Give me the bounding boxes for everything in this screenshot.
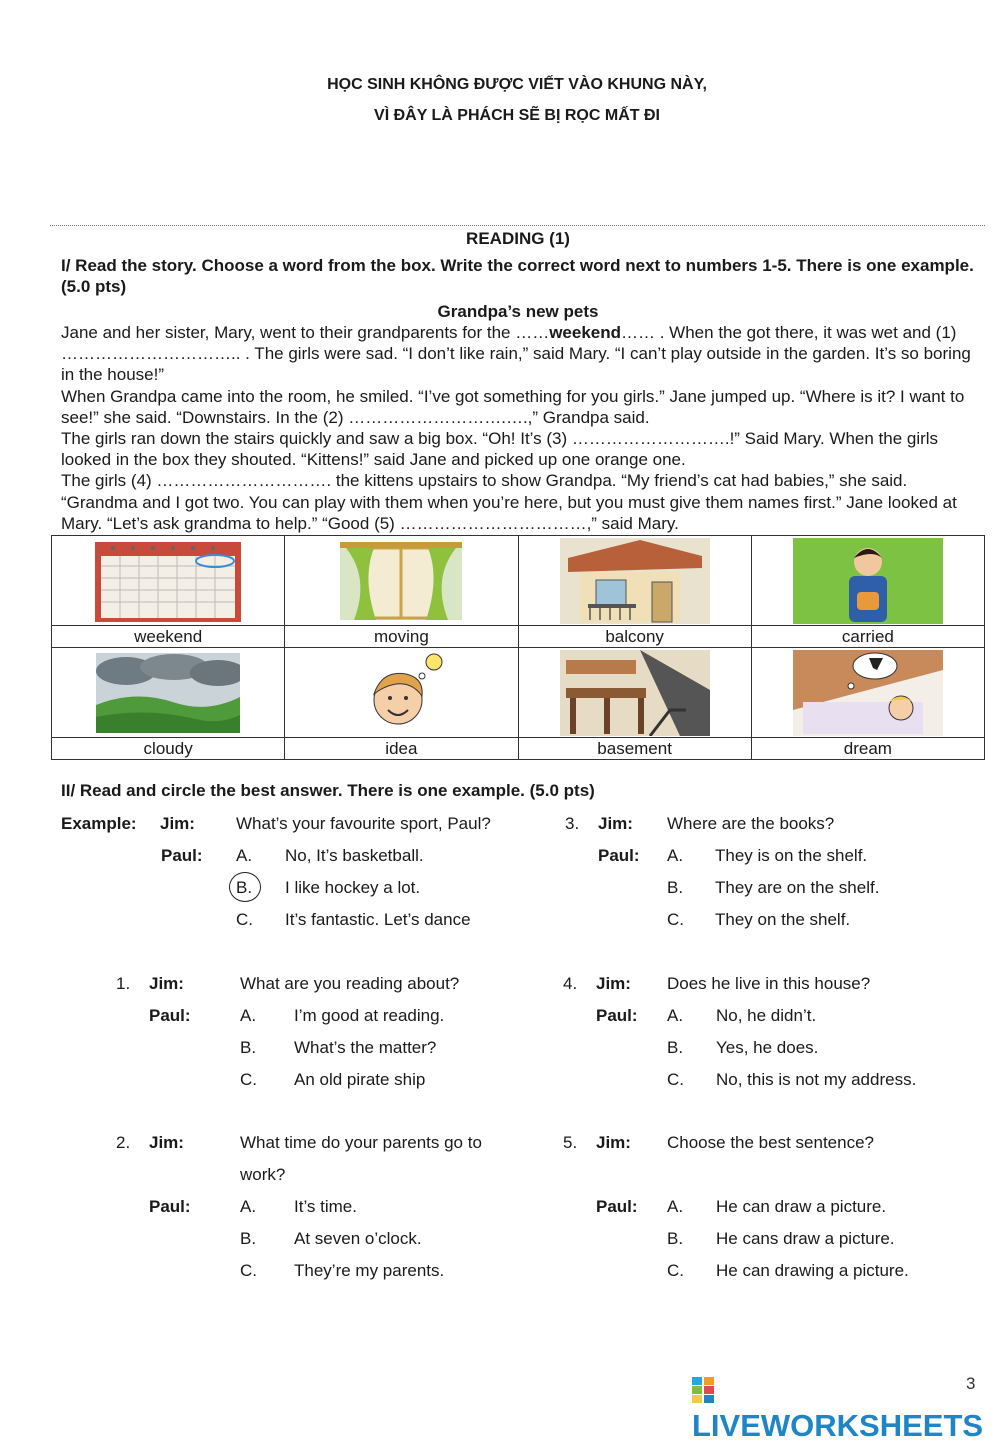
task2-instructions: II/ Read and circle the best answer. There is one example. (5.0 pts) — [61, 781, 595, 800]
question-4-option-c[interactable]: No, this is not my address. — [716, 1070, 917, 1089]
speaker-jim: Jim: — [598, 814, 633, 833]
option-letter: A. — [236, 846, 253, 865]
girl-dreaming-icon — [793, 650, 943, 736]
page-number: 3 — [966, 1374, 976, 1393]
logo-text: LIVEWORKSHEETS — [692, 1408, 984, 1443]
question-number: 2. — [116, 1133, 131, 1152]
calendar-icon — [93, 538, 243, 624]
question-1-text: What are you reading about? — [240, 974, 460, 993]
option-letter: A. — [240, 1197, 257, 1216]
option-letter: B. — [236, 878, 253, 897]
speaker-paul: Paul: — [161, 846, 203, 865]
question-4-text: Does he live in this house? — [667, 974, 871, 993]
question-4-option-b[interactable]: Yes, he does. — [716, 1038, 819, 1057]
option-letter: A. — [667, 846, 684, 865]
picture-basement — [518, 648, 751, 738]
question-5-option-c[interactable]: He can drawing a picture. — [716, 1261, 909, 1280]
question-3-text: Where are the books? — [667, 814, 835, 833]
picture-cloudy — [52, 648, 285, 738]
question-2-option-a[interactable]: It’s time. — [294, 1197, 357, 1216]
option-letter: B. — [240, 1229, 257, 1248]
question-2-option-b[interactable]: At seven o’clock. — [294, 1229, 422, 1248]
question-5-option-b[interactable]: He cans draw a picture. — [716, 1229, 895, 1248]
example-question: What’s your favourite sport, Paul? — [236, 814, 491, 833]
question-1-option-c[interactable]: An old pirate ship — [294, 1070, 426, 1089]
header-line-1: HỌC SINH KHÔNG ĐƯỢC VIẾT VÀO KHUNG NÀY, — [327, 76, 707, 93]
speaker-paul: Paul: — [596, 1197, 638, 1216]
option-letter: A. — [667, 1197, 684, 1216]
cut-line — [50, 225, 985, 226]
question-number: 1. — [116, 974, 131, 993]
picture-weekend — [52, 536, 285, 626]
example-label: Example: — [61, 814, 137, 833]
option-letter: C. — [236, 910, 253, 929]
word-box-table — [51, 535, 985, 760]
basement-icon — [560, 650, 710, 736]
picture-balcony — [518, 536, 751, 626]
option-letter: A. — [240, 1006, 257, 1025]
speaker-jim: Jim: — [596, 974, 631, 993]
balcony-icon — [560, 538, 710, 624]
story-paragraph-3: The girls ran down the stairs quickly and saw a big box. “Oh! It’s (3) ……………………….!” Said Mary. When the girls looked in the box they shouted. “Kittens!” said Jane and picked up one orange one. — [61, 429, 939, 470]
picture-carried — [751, 536, 984, 626]
question-3-option-b[interactable]: They are on the shelf. — [715, 878, 880, 897]
speaker-paul: Paul: — [149, 1006, 191, 1025]
question-3-option-a[interactable]: They is on the shelf. — [715, 846, 868, 865]
story-paragraph-4: The girls (4) …………………………. the kittens upstairs to show Grandpa. “My friend’s cat had babies,” she said. “Grandma and I got two. You can play with them when you’re here, but you must give them names first.” Jane looked at Mary. “Let’s ask grandma to help.” “Good (5) ……………………………,” said Mary. — [61, 471, 957, 533]
option-letter: C. — [667, 1261, 684, 1280]
example-option-c[interactable]: It’s fantastic. Let’s dance — [285, 910, 471, 929]
speaker-jim: Jim: — [149, 974, 184, 993]
example-option-a[interactable]: No, It’s basketball. — [285, 846, 424, 865]
question-3-option-c[interactable]: They on the shelf. — [715, 910, 851, 929]
word-label: carried — [751, 626, 984, 648]
header-line-2: VÌ ĐÂY LÀ PHÁCH SẼ BỊ RỌC MẤT ĐI — [374, 107, 660, 124]
option-letter: B. — [667, 878, 684, 897]
word-label: balcony — [518, 626, 751, 648]
option-letter: A. — [667, 1006, 684, 1025]
question-5-option-a[interactable]: He can draw a picture. — [716, 1197, 887, 1216]
story-paragraph-1: Jane and her sister, Mary, went to their grandparents for the ……weekend…… . When the got there, it was wet and (1) ………………………….. . The girls were sad. “I don’t like rain,” said Mary. “I can’t play outside in the garden. It’s so boring in the house!” — [61, 323, 971, 385]
word-label: cloudy — [52, 738, 285, 760]
speaker-jim: Jim: — [160, 814, 195, 833]
example-option-b[interactable]: I like hockey a lot. — [285, 878, 421, 897]
liveworksheets-logo — [692, 1372, 1000, 1444]
option-letter: B. — [667, 1229, 684, 1248]
example-answer: weekend — [549, 323, 622, 342]
question-2-option-c[interactable]: They’re my parents. — [294, 1261, 445, 1280]
speaker-paul: Paul: — [598, 846, 640, 865]
question-2-text-line2: work? — [240, 1165, 286, 1184]
story-paragraph-2: When Grandpa came into the room, he smiled. “I’ve got something for you girls.” Jane jumped up. “Where is it? I want to see!” she said. “Downstairs. In the (2) ……………………….….,” Grandpa said. — [61, 386, 965, 427]
word-label: dream — [751, 738, 984, 760]
word-label: basement — [518, 738, 751, 760]
word-label: weekend — [52, 626, 285, 648]
question-1-option-a[interactable]: I’m good at reading. — [294, 1006, 445, 1025]
speaker-jim: Jim: — [149, 1133, 184, 1152]
boy-idea-icon — [326, 650, 476, 736]
word-label: moving — [285, 626, 518, 648]
story-text — [61, 322, 986, 534]
question-number: 4. — [563, 974, 578, 993]
story-title: Grandpa’s new pets — [437, 302, 599, 321]
cloudy-icon — [96, 653, 240, 733]
option-letter: B. — [667, 1038, 684, 1057]
question-4-option-a[interactable]: No, he didn’t. — [716, 1006, 817, 1025]
window-curtains-icon — [326, 538, 476, 624]
question-2-text: What time do your parents go to — [240, 1133, 482, 1152]
speaker-paul: Paul: — [596, 1006, 638, 1025]
logo-mark-icon — [692, 1377, 714, 1403]
word-label: idea — [285, 738, 518, 760]
boy-carrying-icon — [793, 538, 943, 624]
option-letter: C. — [240, 1070, 257, 1089]
speaker-paul: Paul: — [149, 1197, 191, 1216]
option-letter: C. — [240, 1261, 257, 1280]
speaker-jim: Jim: — [596, 1133, 631, 1152]
question-1-option-b[interactable]: What’s the matter? — [294, 1038, 437, 1057]
option-letter: B. — [240, 1038, 257, 1057]
option-letter: C. — [667, 910, 684, 929]
picture-dream — [751, 648, 984, 738]
option-letter: C. — [667, 1070, 684, 1089]
picture-idea — [285, 648, 518, 738]
question-5-text: Choose the best sentence? — [667, 1133, 874, 1152]
picture-moving — [285, 536, 518, 626]
question-number: 5. — [563, 1133, 578, 1152]
reading-title: READING (1) — [466, 229, 570, 248]
task1-instructions: I/ Read the story. Choose a word from the box. Write the correct word next to numbers 1-5. There is one example. (5.0 pts) — [61, 256, 974, 296]
question-number: 3. — [565, 814, 580, 833]
